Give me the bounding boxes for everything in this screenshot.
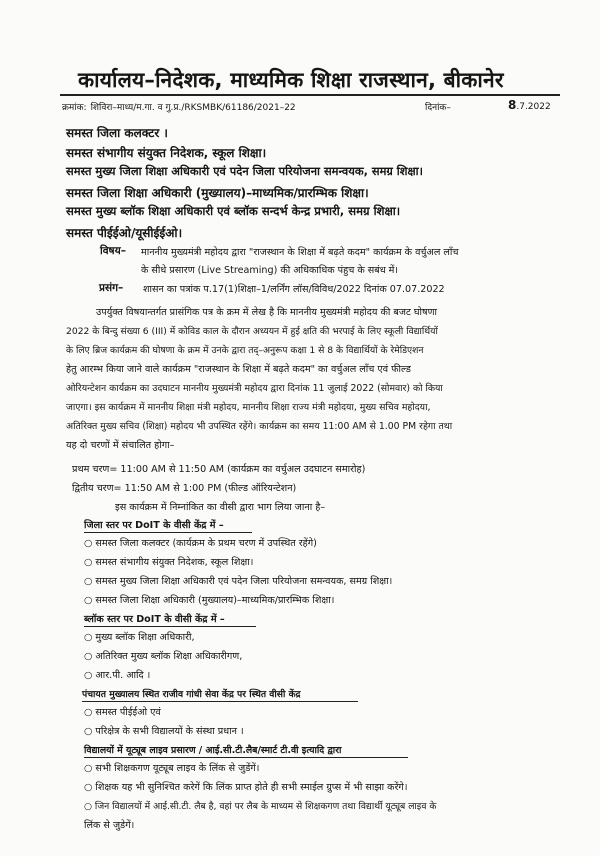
section-heading-underline <box>82 701 358 702</box>
section-heading-underline <box>84 757 408 758</box>
date-day: 8 <box>508 98 517 112</box>
paragraph-line: जाएगा। इस कार्यक्रम में माननीय शिक्षा मंत्री महोदय, माननीय शिक्षा राज्य मंत्री महोदया, मुख्य सचिव महोदया, <box>66 402 431 413</box>
ref-label: क्रमांक: <box>62 103 87 113</box>
header-rule <box>60 94 560 96</box>
paragraph-line: के लिए ब्रिज कार्यक्रम की घोषणा के क्रम में उनके द्वारा तद्–अनुरूप कक्षा 1 से 8 के विद्यार्थियों के रेमेडिएशन <box>66 345 424 356</box>
section-heading-underline <box>84 532 252 533</box>
subject-line: माननीय मुख्यमंत्री महोदय द्वारा "राजस्थान के शिक्षा में बढ़ते कदम" कार्यक्रम के वर्चुअल लॉंच <box>141 247 459 258</box>
section-heading: ब्लॉक स्तर पर DoIT के वीसी केंद्र में – <box>84 614 225 625</box>
list-item: ○ शिक्षक यह भी सुनिश्चित करेगें कि लिंक प्राप्त होते ही सभी स्माईल ग्रुप्स में भी साझा करेंगे। <box>84 782 408 793</box>
paragraph-line: हेतु आरम्भ किया जाने वाले कार्यक्रम "राजस्थान के शिक्षा में बढ़ते कदम" का वर्चुअल लॉंच एवं फील्ड <box>66 364 411 375</box>
office-title: कार्यालय–निदेशक, माध्यमिक शिक्षा राजस्थान, बीकानेर <box>78 68 504 92</box>
addressee-line: समस्त मुख्य जिला शिक्षा अधिकारी एवं पदेन जिला परियोजना समन्वयक, समग्र शिक्षा। <box>66 164 423 178</box>
list-item: ○ अतिरिक्त मुख्य ब्लॉक शिक्षा अधिकारीगण, <box>84 651 243 662</box>
addressee-line: समस्त जिला शिक्षा अधिकारी (मुख्यालय)–माध्यमिक/प्रारम्भिक शिक्षा। <box>66 186 369 200</box>
reference-number-row <box>62 100 296 113</box>
addressee-line: समस्त मुख्य ब्लॉक शिक्षा अधिकारी एवं ब्लॉक सन्दर्भ केन्द्र प्रभारी, समग्र शिक्षा। <box>66 204 401 218</box>
ref-number: शिविरा–माध्य/म.गा. व गु.प्र./RKSMBK/61186/2021–22 <box>90 103 296 113</box>
section-heading: जिला स्तर पर DoIT के वीसी केंद्र में – <box>84 520 224 531</box>
list-item: ○ समस्त जिला शिक्षा अधिकारी (मुख्यालय)–माध्यमिक/प्रारम्भिक शिक्षा। <box>84 595 335 606</box>
section-heading-underline <box>84 626 256 627</box>
subject-label: विषय– <box>100 245 126 257</box>
reference-label: प्रसंग– <box>99 282 124 294</box>
paragraph-line: यह दो चरणों में संचालित होगा– <box>66 440 175 451</box>
list-item: ○ समस्त जिला कलक्टर (कार्यक्रम के प्रथम चरण में उपस्थित रहेंगे) <box>84 538 317 549</box>
addressee-line: समस्त संभागीय संयुक्त निदेशक, स्कूल शिक्षा। <box>66 146 267 160</box>
paragraph-line: ओरियन्टेशन कार्यक्रम का उदघाटन माननीय मुख्यमंत्री महोदय द्वारा दिनांक 11 जुलाई 2022 (सोमवार) को किया <box>66 383 443 394</box>
subject-line: के सीधे प्रसारण (Live Streaming) की अधिकाधिक पंहुच के सबंध में। <box>141 265 399 276</box>
paragraph-line: अतिरिक्त मुख्य सचिव (शिक्षा) महोदय भी उपस्थित रहेंगे। कार्यक्रम का समय 11:00 AM से 1.00 PM रहेगा तथा <box>66 421 453 432</box>
list-item: ○ सभी शिक्षकगण यूट्यूब लाइव के लिंक से जुडेंगें। <box>84 763 260 774</box>
list-item: ○ मुख्य ब्लॉक शिक्षा अधिकारी, <box>84 632 195 643</box>
addressee-line: समस्त जिला कलक्टर । <box>66 126 168 140</box>
intro-line: इस कार्यक्रम में निम्नांकित का वीसी द्वारा भाग लिया जाना है– <box>115 502 326 513</box>
list-item: ○ आर.पी. आदि । <box>84 670 151 681</box>
paragraph-line: 2022 के बिन्दु संख्या 6 (III) में कोविड काल के दौरान अध्ययन में हुई क्षति की भरपाई के लिए स्कूली विद्यार्थियों <box>66 326 438 337</box>
list-item: ○ जिन विद्यालयों में आई.सी.टी. लैब है, वहां पर लैब के माध्यम से शिक्षकगण तथा विद्यार्थी यूट्यूब लाइव के <box>84 801 437 812</box>
date-label: दिनांक– <box>425 103 451 113</box>
list-item-continuation: लिंक से जुडेगें। <box>84 820 135 831</box>
reference-text: शासन का पत्रांक प.17(1)शिक्षा–1/लर्निंग लॉस/विविध/2022 दिनांक 07.07.2022 <box>143 284 445 295</box>
phase-line: प्रथम चरण= 11:00 AM से 11:50 AM (कार्यक्रम का वर्चुअल उदघाटन समारोह) <box>72 464 366 475</box>
section-heading: पंचायत मुख्यालय स्थित राजीव गांधी सेवा केंद्र पर स्थित वीसी केंद्र <box>82 689 301 700</box>
list-item: ○ समस्त पीईईओ एवं <box>84 707 161 718</box>
paragraph-line: उपर्युक्त विषयान्तर्गत प्रासंगिक पत्र के क्रम में लेख है कि माननीय मुख्यमंत्री महोदय की बजट घोषणा <box>96 307 437 318</box>
section-heading: विद्यालयों में यूट्यूब लाइव प्रसारण / आई.सी.टी.लैब/स्मार्ट टी.वी इत्यादि द्वारा <box>84 745 342 756</box>
list-item: ○ परिक्षेत्र के सभी विद्यालयों के संस्था प्रधान । <box>84 726 244 737</box>
date-rest: .7.2022 <box>516 102 551 112</box>
list-item: ○ समस्त मुख्य जिला शिक्षा अधिकारी एवं पदेन जिला परियोजना समन्वयक, समग्र शिक्षा। <box>84 576 393 587</box>
date-value <box>508 98 551 112</box>
phase-line: द्वितीय चरण= 11:50 AM से 1:00 PM (फील्ड ऑरियन्टेशन) <box>72 483 297 494</box>
list-item: ○ समस्त संभागीय संयुक्त निदेशक, स्कूल शिक्षा। <box>84 557 254 568</box>
addressee-line: समस्त पीईईओ/यूसीईईओ। <box>66 226 183 240</box>
